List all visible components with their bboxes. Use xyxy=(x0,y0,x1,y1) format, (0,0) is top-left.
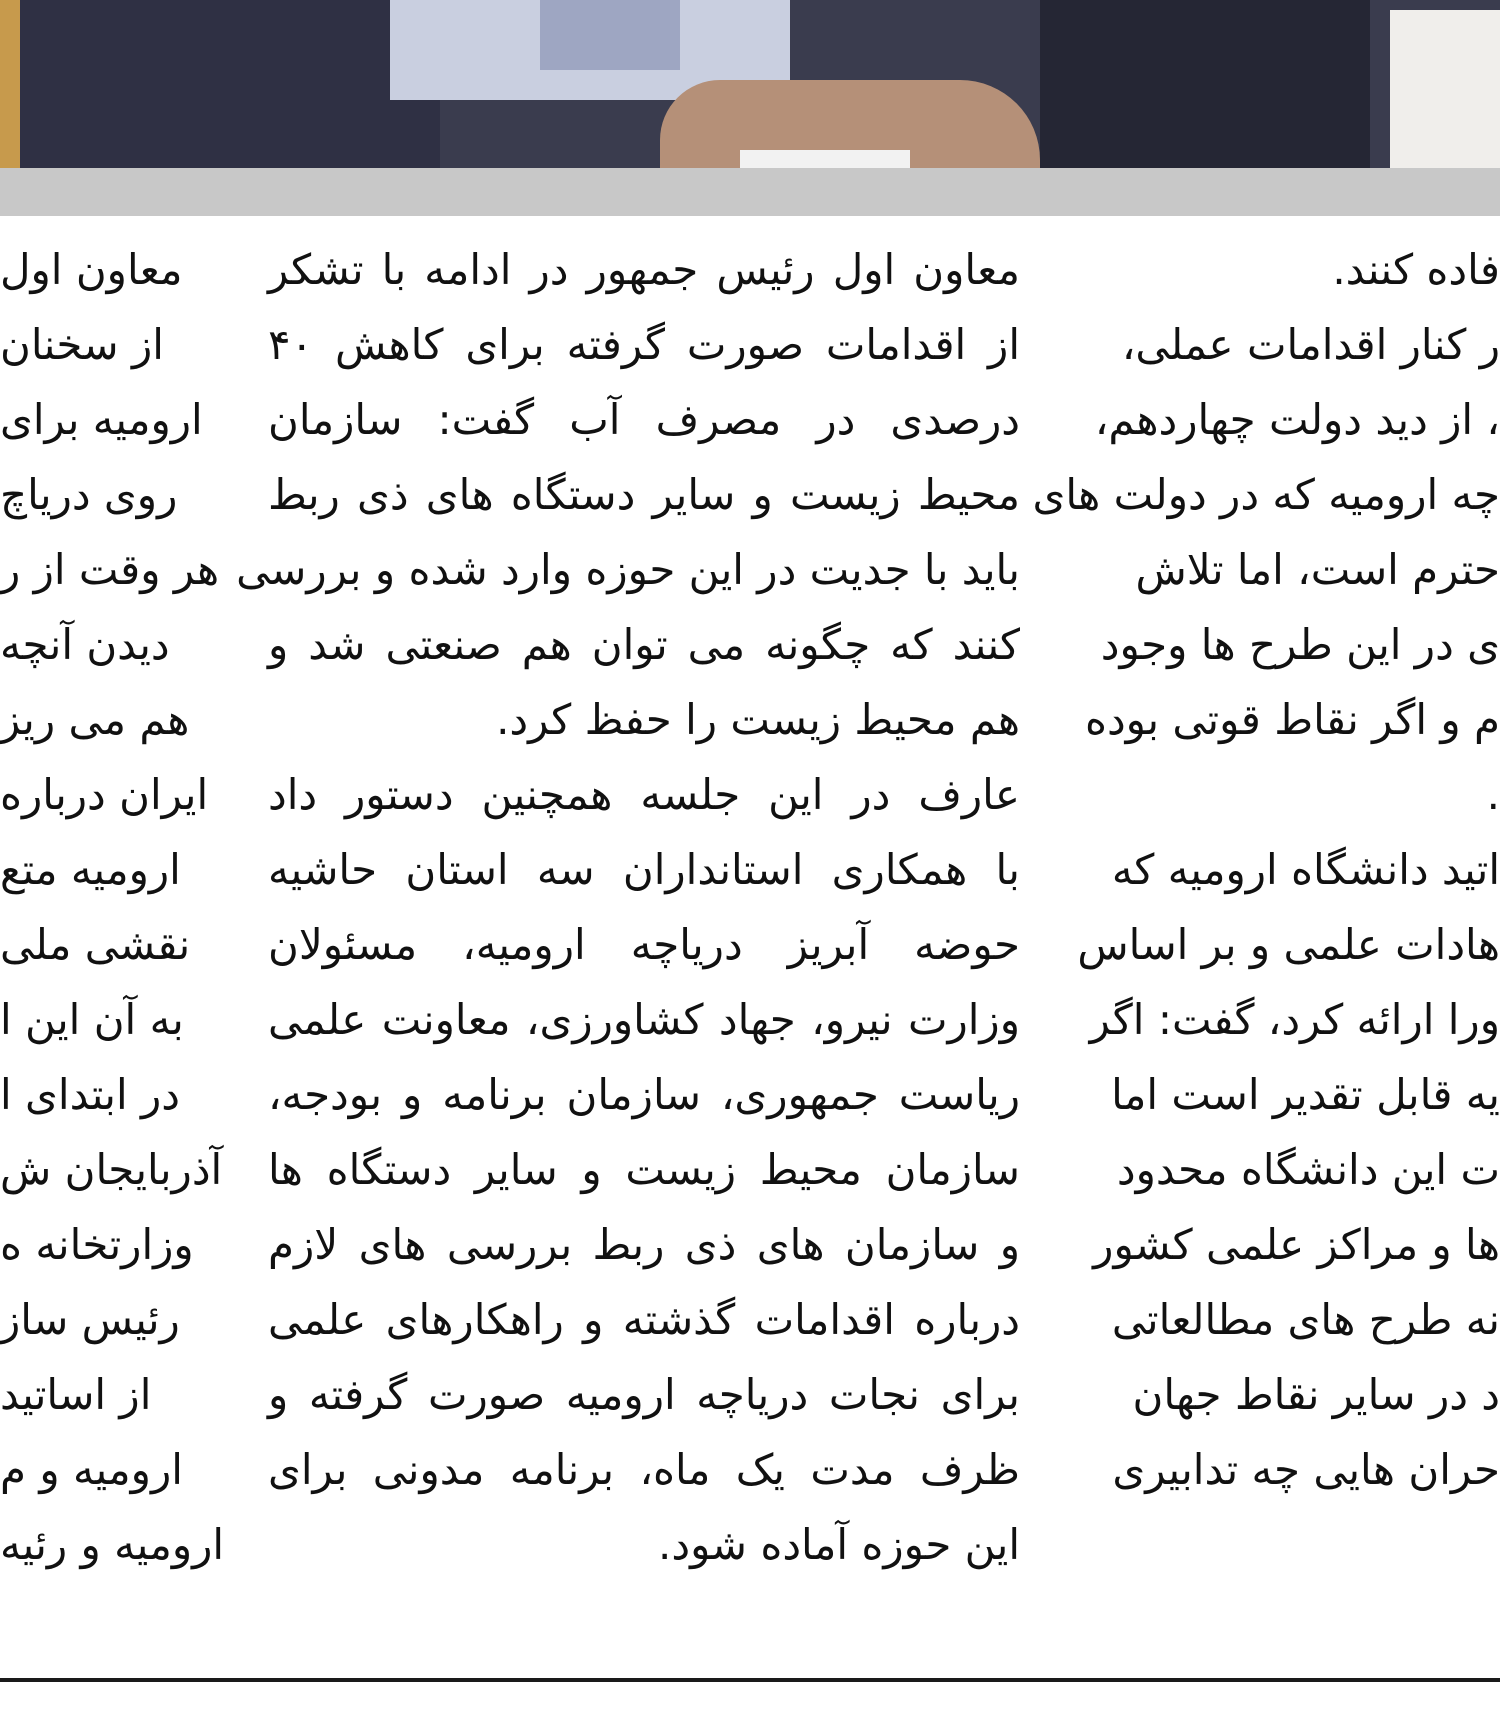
text-line: هم محیط زیست را حفظ کرد. xyxy=(496,695,1020,744)
text-line: این حوزه آماده شود. xyxy=(658,1520,1020,1569)
text-line: هادات علمی و بر اساس xyxy=(1077,920,1500,969)
text-line: ، از دید دولت چهاردهم، xyxy=(1094,395,1500,444)
text-line: ایران درباره xyxy=(0,770,209,819)
photo-paper xyxy=(1390,10,1500,168)
text-line: ارومیه برای xyxy=(0,395,203,444)
text-line: ر کنار اقدامات عملی، xyxy=(1121,320,1500,369)
text-line: ورا ارائه کرد، گفت: اگر xyxy=(1089,995,1500,1044)
text-line: فاده کنند. xyxy=(1332,245,1500,294)
text-line: معاون اول رئیس جمهور در ادامه با تشکر xyxy=(268,245,1020,294)
text-line: ت این دانشگاه محدود xyxy=(1116,1145,1500,1194)
text-line: روی دریاچ xyxy=(0,470,178,519)
text-line: نه طرح های مطالعاتی xyxy=(1111,1295,1500,1344)
photo-tie xyxy=(540,0,680,70)
text-line: ارومیه و م xyxy=(0,1445,183,1494)
text-line: از اساتید xyxy=(0,1370,152,1419)
bottom-rule xyxy=(0,1678,1500,1682)
text-line: درباره اقدامات گذشته و راهکارهای علمی xyxy=(268,1295,1020,1344)
text-line: چه ارومیه که در دولت های xyxy=(1032,470,1500,519)
text-line: م و اگر نقاط قوتی بوده xyxy=(1084,695,1500,744)
article-photo xyxy=(0,0,1500,168)
text-line: . xyxy=(1486,770,1500,819)
text-line: به آن این ا xyxy=(0,995,184,1044)
text-line: آذربایجان ش xyxy=(0,1145,223,1194)
text-line: در ابتدای ا xyxy=(0,1070,180,1119)
text-line: از اقدامات صورت گرفته برای کاهش ۴۰ xyxy=(268,320,1020,369)
text-line: حران هایی چه تدابیری xyxy=(1112,1445,1500,1494)
text-line: حوضه آبریز دریاچه ارومیه، مسئولان xyxy=(268,920,1020,969)
text-line: باید با جدیت در این حوزه وارد شده و بررسی xyxy=(236,545,1020,594)
text-line: حترم است، اما تلاش xyxy=(1135,545,1500,594)
text-line: نقشی ملی xyxy=(0,920,191,969)
text-line: برای نجات دریاچه ارومیه صورت گرفته و xyxy=(268,1370,1020,1419)
photo-shirt-cuff xyxy=(740,150,910,168)
text-line: محیط زیست و سایر دستگاه های ذی ربط xyxy=(268,470,1020,519)
text-line: هر وقت از ر xyxy=(0,545,220,594)
text-line: ها و مراکز علمی کشور xyxy=(1093,1220,1500,1269)
text-line: کنند که چگونه می توان هم صنعتی شد و xyxy=(268,620,1020,669)
text-line: ریاست جمهوری، سازمان برنامه و بودجه، xyxy=(268,1070,1020,1119)
photo-desk xyxy=(1040,0,1370,168)
text-line: ارومیه متع xyxy=(0,845,181,894)
text-line: و سازمان های ذی ربط بررسی های لازم xyxy=(268,1220,1020,1269)
text-line: درصدی در مصرف آب گفت: سازمان xyxy=(268,395,1020,444)
text-line: وزارت نیرو، جهاد کشاورزی، معاونت علمی xyxy=(268,995,1020,1044)
article-column-left xyxy=(0,232,225,1582)
text-line: رئیس ساز xyxy=(0,1295,180,1344)
text-line: یه قابل تقدیر است اما xyxy=(1111,1070,1500,1119)
text-line: دیدن آنچه xyxy=(0,620,170,669)
article-column-right xyxy=(1032,232,1500,1507)
text-line: اتید دانشگاه ارومیه که xyxy=(1111,845,1500,894)
text-line: وزارتخانه ه xyxy=(0,1220,194,1269)
text-line: سازمان محیط زیست و سایر دستگاه ها xyxy=(268,1145,1020,1194)
article-column-center xyxy=(236,232,1020,1582)
text-line: عارف در این جلسه همچنین دستور داد xyxy=(268,770,1020,819)
text-line: ی در این طرح ها وجود xyxy=(1100,620,1500,669)
photo-caption-band xyxy=(0,168,1500,216)
text-line: د در سایر نقاط جهان xyxy=(1132,1370,1500,1419)
text-line: ارومیه و رئیه xyxy=(0,1520,225,1569)
text-line: معاون اول xyxy=(0,245,183,294)
text-line: ظرف مدت یک ماه، برنامه مدونی برای xyxy=(268,1445,1020,1494)
text-line: از سخنان xyxy=(0,320,164,369)
text-line: هم می ریز xyxy=(0,695,190,744)
text-line: با همکاری استانداران سه استان حاشیه xyxy=(268,845,1020,894)
photo-suit-jacket xyxy=(20,0,440,168)
